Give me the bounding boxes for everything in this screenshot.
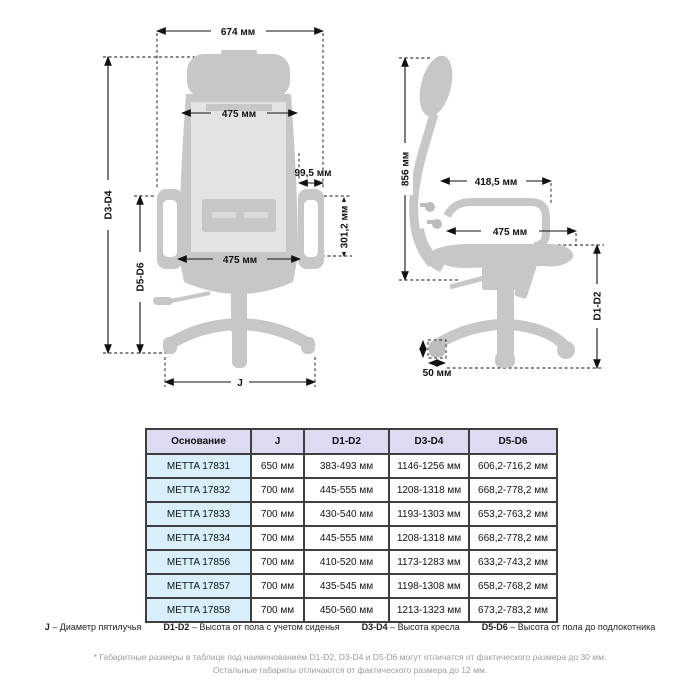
legend-text: – Высота от пола с учетом сиденья bbox=[191, 622, 340, 632]
col-header-base: Основание bbox=[146, 429, 251, 454]
base-leg-left bbox=[173, 324, 239, 342]
legend-item-d5d6 bbox=[482, 622, 655, 632]
legend-item-d1d2 bbox=[163, 622, 339, 632]
footnote-line2: Остальные габариты отличаются от фактического размера до 12 мм. bbox=[212, 665, 488, 675]
legend-code: D5-D6 bbox=[481, 622, 508, 632]
model-cell: METTA 17856 bbox=[146, 550, 251, 574]
dim-backrest-width: 475 мм bbox=[221, 109, 257, 120]
legend-code: D1-D2 bbox=[163, 622, 190, 632]
caster-measured bbox=[429, 341, 445, 357]
legend-code: J bbox=[44, 622, 50, 632]
legend-text: – Диаметр пятилучья bbox=[52, 622, 142, 632]
j-cell: 700 мм bbox=[251, 598, 304, 622]
adjust-knob bbox=[425, 202, 435, 212]
dim-seat-width: 475 мм bbox=[222, 255, 258, 266]
dim-seat-depth: 475 мм bbox=[492, 227, 528, 238]
j-cell: 700 мм bbox=[251, 574, 304, 598]
d1d2-cell: 383-493 мм bbox=[304, 454, 389, 478]
d3d4-cell: 1173-1283 мм bbox=[389, 550, 469, 574]
legend-item-d3d4 bbox=[362, 622, 460, 632]
d1d2-cell: 450-560 мм bbox=[304, 598, 389, 622]
d3d4-cell: 1193-1303 мм bbox=[389, 502, 469, 526]
dim-base-diameter-code-j: J bbox=[237, 378, 243, 389]
caster-front bbox=[557, 341, 575, 359]
d5d6-cell: 668,2-778,2 мм bbox=[469, 526, 557, 550]
d3d4-cell: 1208-1318 мм bbox=[389, 478, 469, 502]
base-leg-right bbox=[239, 324, 305, 342]
table-row bbox=[146, 454, 557, 478]
col-header-d1d2: D1-D2 bbox=[304, 429, 389, 454]
table-header-row bbox=[146, 429, 557, 454]
d5d6-cell: 658,2-768,2 мм bbox=[469, 574, 557, 598]
j-cell: 700 мм bbox=[251, 550, 304, 574]
base-leg-back bbox=[438, 324, 505, 344]
table-row bbox=[146, 502, 557, 526]
table-row bbox=[146, 478, 557, 502]
chair-side-view bbox=[398, 52, 605, 379]
d1d2-cell: 435-545 мм bbox=[304, 574, 389, 598]
adjust-knob bbox=[432, 219, 442, 229]
model-cell: METTA 17857 bbox=[146, 574, 251, 598]
j-cell: 700 мм bbox=[251, 526, 304, 550]
d5d6-cell: 633,2-743,2 мм bbox=[469, 550, 557, 574]
model-cell: METTA 17834 bbox=[146, 526, 251, 550]
d1d2-cell: 430-540 мм bbox=[304, 502, 389, 526]
footnote bbox=[0, 651, 700, 677]
dimensions-table bbox=[145, 428, 558, 623]
d3d4-cell: 1146-1256 мм bbox=[389, 454, 469, 478]
caster-center bbox=[495, 352, 515, 368]
dim-armrest-height: 301,2 мм bbox=[339, 205, 351, 249]
dim-armrest-floor-code-d5d6: D5-D6 bbox=[135, 262, 147, 292]
model-cell: METTA 17833 bbox=[146, 502, 251, 526]
table-row bbox=[146, 526, 557, 550]
col-header-j: J bbox=[251, 429, 304, 454]
j-cell: 700 мм bbox=[251, 502, 304, 526]
model-cell: METTA 17832 bbox=[146, 478, 251, 502]
d1d2-cell: 445-555 мм bbox=[304, 526, 389, 550]
caster bbox=[163, 337, 177, 354]
dim-chair-height: 856 мм bbox=[400, 151, 412, 187]
model-cell: METTA 17831 bbox=[146, 454, 251, 478]
table-row bbox=[146, 574, 557, 598]
d3d4-cell: 1198-1308 мм bbox=[389, 574, 469, 598]
legend-text: – Высота от пола до подлокотника bbox=[510, 622, 656, 632]
j-cell: 650 мм bbox=[251, 454, 304, 478]
dim-height-code-d3d4: D3-D4 bbox=[103, 190, 115, 220]
dim-armrest-width: 99,5 мм bbox=[294, 168, 332, 179]
legend-text: – Высота кресла bbox=[390, 622, 460, 632]
caster bbox=[232, 351, 247, 368]
armrest-side bbox=[447, 202, 546, 246]
dim-overall-width: 674 мм bbox=[220, 27, 256, 38]
d5d6-cell: 606,2-716,2 мм bbox=[469, 454, 557, 478]
d5d6-cell: 673,2-783,2 мм bbox=[469, 598, 557, 622]
col-header-d5d6: D5-D6 bbox=[469, 429, 557, 454]
dimension-legend bbox=[0, 622, 700, 632]
chair-back-view bbox=[101, 27, 352, 389]
model-cell: METTA 17858 bbox=[146, 598, 251, 622]
headrest bbox=[187, 54, 290, 98]
legend-item-j bbox=[45, 622, 142, 632]
dim-height-code-d1d2: D1-D2 bbox=[592, 291, 604, 321]
d3d4-cell: 1208-1318 мм bbox=[389, 526, 469, 550]
d5d6-cell: 653,2-763,2 мм bbox=[469, 502, 557, 526]
d3d4-cell: 1213-1323 мм bbox=[389, 598, 469, 622]
dim-caster-size: 50 мм bbox=[422, 368, 452, 379]
headrest-side bbox=[414, 52, 458, 119]
d5d6-cell: 668,2-778,2 мм bbox=[469, 478, 557, 502]
caster bbox=[301, 337, 315, 354]
tilt-lever bbox=[153, 297, 173, 305]
d1d2-cell: 410-520 мм bbox=[304, 550, 389, 574]
legend-code: D3-D4 bbox=[361, 622, 388, 632]
table-row bbox=[146, 598, 557, 622]
col-header-d3d4: D3-D4 bbox=[389, 429, 469, 454]
j-cell: 700 мм bbox=[251, 478, 304, 502]
table-row bbox=[146, 550, 557, 574]
seat-side bbox=[432, 244, 573, 268]
dim-armrest-depth: 418,5 мм bbox=[474, 177, 518, 188]
footnote-line1: * Габаритные размеры в таблице под наименованием D1-D2, D3-D4 и D5-D6 могут отличатся от фактического размера до 30 мм. bbox=[93, 652, 607, 662]
d1d2-cell: 445-555 мм bbox=[304, 478, 389, 502]
